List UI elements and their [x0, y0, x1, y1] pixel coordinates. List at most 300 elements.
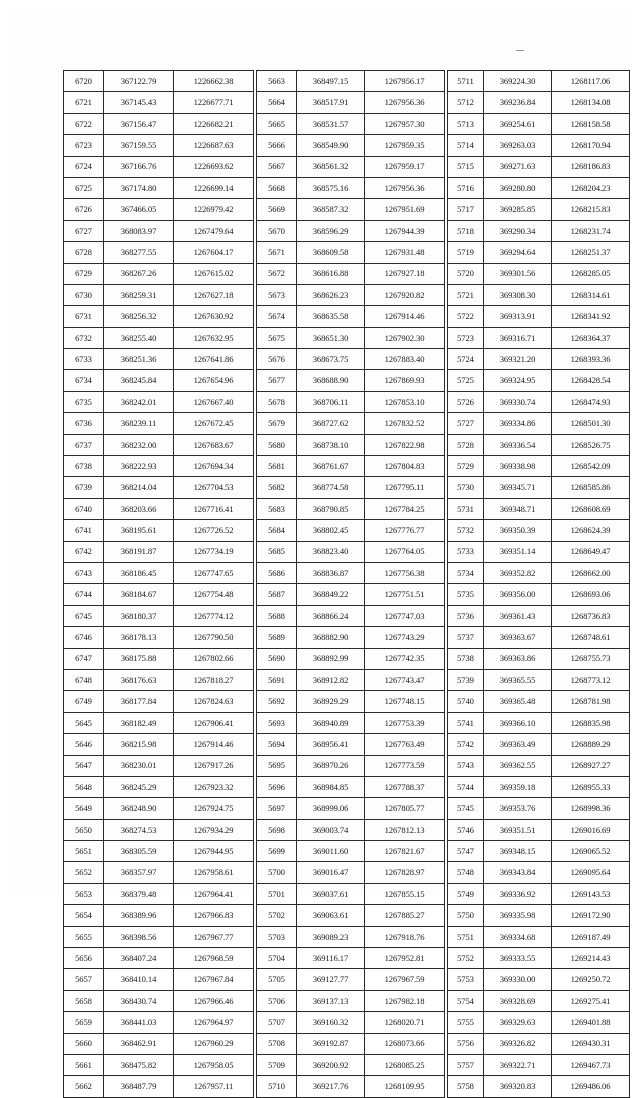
- point-id-cell: 5679: [257, 413, 297, 434]
- point-id-cell: 5652: [64, 862, 104, 883]
- x-coordinate-cell: 368940.89: [297, 712, 365, 733]
- table-row: [64, 92, 254, 113]
- y-coordinate-cell: 1226687.63: [174, 135, 254, 156]
- table-row: [448, 712, 630, 733]
- y-coordinate-cell: 1267822.98: [365, 434, 445, 455]
- table-row: [257, 1033, 445, 1054]
- x-coordinate-cell: 368186.45: [104, 562, 174, 583]
- point-id-cell: 5736: [448, 605, 484, 626]
- table-row: [448, 627, 630, 648]
- table-row: [64, 177, 254, 198]
- y-coordinate-cell: 1268285.05: [552, 263, 630, 284]
- x-coordinate-cell: 368277.55: [104, 242, 174, 263]
- y-coordinate-cell: 1268773.12: [552, 669, 630, 690]
- point-id-cell: 5656: [64, 948, 104, 969]
- point-id-cell: 5676: [257, 349, 297, 370]
- table-row: [448, 498, 630, 519]
- point-id-cell: 5655: [64, 926, 104, 947]
- point-id-cell: 5730: [448, 477, 484, 498]
- point-id-cell: 5755: [448, 1012, 484, 1033]
- x-coordinate-cell: 368410.14: [104, 969, 174, 990]
- x-coordinate-cell: 369200.92: [297, 1054, 365, 1075]
- y-coordinate-cell: 1268608.69: [552, 498, 630, 519]
- point-id-cell: 5669: [257, 199, 297, 220]
- x-coordinate-cell: 368727.62: [297, 413, 365, 434]
- y-coordinate-cell: 1267869.93: [365, 370, 445, 391]
- x-coordinate-cell: 369324.95: [484, 370, 552, 391]
- x-coordinate-cell: 369280.80: [484, 177, 552, 198]
- x-coordinate-cell: 368203.66: [104, 498, 174, 519]
- y-coordinate-cell: 1269250.72: [552, 969, 630, 990]
- x-coordinate-cell: 368175.88: [104, 648, 174, 669]
- x-coordinate-cell: 369089.23: [297, 926, 365, 947]
- x-coordinate-cell: 368441.03: [104, 1012, 174, 1033]
- table-row: [64, 883, 254, 904]
- y-coordinate-cell: 1269430.31: [552, 1033, 630, 1054]
- y-coordinate-cell: 1268526.75: [552, 434, 630, 455]
- table-row: [448, 92, 630, 113]
- point-id-cell: 6729: [64, 263, 104, 284]
- table-row: [64, 926, 254, 947]
- x-coordinate-cell: 369336.54: [484, 434, 552, 455]
- table-row: [448, 306, 630, 327]
- y-coordinate-cell: 1268649.47: [552, 541, 630, 562]
- table-row: [448, 1012, 630, 1033]
- x-coordinate-cell: 368616.88: [297, 263, 365, 284]
- point-id-cell: 5648: [64, 776, 104, 797]
- x-coordinate-cell: 369348.15: [484, 841, 552, 862]
- table-row: [448, 327, 630, 348]
- x-coordinate-cell: 368688.90: [297, 370, 365, 391]
- y-coordinate-cell: 1267818.27: [174, 669, 254, 690]
- y-coordinate-cell: 1267855.15: [365, 883, 445, 904]
- table-row: [64, 905, 254, 926]
- point-id-cell: 5651: [64, 841, 104, 862]
- x-coordinate-cell: 369338.98: [484, 456, 552, 477]
- y-coordinate-cell: 1268158.58: [552, 113, 630, 134]
- y-coordinate-cell: 1267804.83: [365, 456, 445, 477]
- table-row: [64, 113, 254, 134]
- x-coordinate-cell: 368651.30: [297, 327, 365, 348]
- y-coordinate-cell: 1267632.95: [174, 327, 254, 348]
- table-row: [448, 883, 630, 904]
- table-row: [257, 177, 445, 198]
- point-id-cell: 5701: [257, 883, 297, 904]
- y-coordinate-cell: 1267604.17: [174, 242, 254, 263]
- y-coordinate-cell: 1267967.84: [174, 969, 254, 990]
- x-coordinate-cell: 368248.90: [104, 798, 174, 819]
- point-id-cell: 5718: [448, 220, 484, 241]
- point-id-cell: 5684: [257, 520, 297, 541]
- y-coordinate-cell: 1267883.40: [365, 349, 445, 370]
- x-coordinate-cell: 369330.74: [484, 391, 552, 412]
- x-coordinate-cell: 369334.86: [484, 413, 552, 434]
- x-coordinate-cell: 368912.82: [297, 669, 365, 690]
- point-id-cell: 5678: [257, 391, 297, 412]
- x-coordinate-cell: 368882.90: [297, 627, 365, 648]
- x-coordinate-cell: 368195.61: [104, 520, 174, 541]
- x-coordinate-cell: 369016.47: [297, 862, 365, 883]
- y-coordinate-cell: 1267982.18: [365, 990, 445, 1011]
- point-id-cell: 5700: [257, 862, 297, 883]
- x-coordinate-cell: 368575.16: [297, 177, 365, 198]
- x-coordinate-cell: 369351.14: [484, 541, 552, 562]
- y-coordinate-cell: 1267960.29: [174, 1033, 254, 1054]
- point-id-cell: 5744: [448, 776, 484, 797]
- table-row: [448, 990, 630, 1011]
- point-id-cell: 6722: [64, 113, 104, 134]
- point-id-cell: 5687: [257, 584, 297, 605]
- y-coordinate-cell: 1268624.39: [552, 520, 630, 541]
- point-id-cell: 5660: [64, 1033, 104, 1054]
- y-coordinate-cell: 1226699.14: [174, 177, 254, 198]
- x-coordinate-cell: 368222.93: [104, 456, 174, 477]
- point-id-cell: 5738: [448, 648, 484, 669]
- table-row: [64, 306, 254, 327]
- x-coordinate-cell: 369127.77: [297, 969, 365, 990]
- point-id-cell: 5731: [448, 498, 484, 519]
- y-coordinate-cell: 1267790.50: [174, 627, 254, 648]
- x-coordinate-cell: 368245.29: [104, 776, 174, 797]
- table-row: [64, 156, 254, 177]
- table-row: [64, 391, 254, 412]
- point-id-cell: 5688: [257, 605, 297, 626]
- x-coordinate-cell: 367156.47: [104, 113, 174, 134]
- y-coordinate-cell: 1267734.19: [174, 541, 254, 562]
- table-row: [64, 71, 254, 92]
- point-id-cell: 6736: [64, 413, 104, 434]
- table-row: [257, 755, 445, 776]
- x-coordinate-cell: 368549.90: [297, 135, 365, 156]
- point-id-cell: 6741: [64, 520, 104, 541]
- table-row: [64, 349, 254, 370]
- y-coordinate-cell: 1267924.75: [174, 798, 254, 819]
- point-id-cell: 5746: [448, 819, 484, 840]
- point-id-cell: 5649: [64, 798, 104, 819]
- table-row: [257, 135, 445, 156]
- x-coordinate-cell: 367174.80: [104, 177, 174, 198]
- x-coordinate-cell: 369236.84: [484, 92, 552, 113]
- x-coordinate-cell: 369329.63: [484, 1012, 552, 1033]
- table-row: [257, 819, 445, 840]
- point-id-cell: 5740: [448, 691, 484, 712]
- y-coordinate-cell: 1267914.46: [174, 734, 254, 755]
- table-row: [64, 135, 254, 156]
- point-id-cell: 5699: [257, 841, 297, 862]
- y-coordinate-cell: 1268927.27: [552, 755, 630, 776]
- point-id-cell: 5714: [448, 135, 484, 156]
- point-id-cell: 6746: [64, 627, 104, 648]
- table-row: [257, 648, 445, 669]
- table-row: [64, 199, 254, 220]
- x-coordinate-cell: 368256.32: [104, 306, 174, 327]
- y-coordinate-cell: 1267906.41: [174, 712, 254, 733]
- x-coordinate-cell: 369333.55: [484, 948, 552, 969]
- x-coordinate-cell: 368635.58: [297, 306, 365, 327]
- table-row: [257, 990, 445, 1011]
- y-coordinate-cell: 1267672.45: [174, 413, 254, 434]
- table-row: [64, 691, 254, 712]
- table-row: [257, 883, 445, 904]
- x-coordinate-cell: 369350.39: [484, 520, 552, 541]
- table-row: [448, 584, 630, 605]
- y-coordinate-cell: 1267885.27: [365, 905, 445, 926]
- point-id-cell: 6732: [64, 327, 104, 348]
- point-id-cell: 5702: [257, 905, 297, 926]
- x-coordinate-cell: 368587.32: [297, 199, 365, 220]
- y-coordinate-cell: 1268231.74: [552, 220, 630, 241]
- point-id-cell: 5683: [257, 498, 297, 519]
- table-row: [448, 263, 630, 284]
- x-coordinate-cell: 368245.84: [104, 370, 174, 391]
- y-coordinate-cell: 1268542.09: [552, 456, 630, 477]
- x-coordinate-cell: 369348.71: [484, 498, 552, 519]
- x-coordinate-cell: 368609.58: [297, 242, 365, 263]
- point-id-cell: 6735: [64, 391, 104, 412]
- table-row: [64, 242, 254, 263]
- x-coordinate-cell: 368774.58: [297, 477, 365, 498]
- table-row: [64, 969, 254, 990]
- x-coordinate-cell: 368357.97: [104, 862, 174, 883]
- point-id-cell: 6733: [64, 349, 104, 370]
- x-coordinate-cell: 368274.53: [104, 819, 174, 840]
- y-coordinate-cell: 1267952.81: [365, 948, 445, 969]
- x-coordinate-cell: 368242.01: [104, 391, 174, 412]
- y-coordinate-cell: 1268955.33: [552, 776, 630, 797]
- point-id-cell: 5733: [448, 541, 484, 562]
- y-coordinate-cell: 1268693.06: [552, 584, 630, 605]
- point-id-cell: 6724: [64, 156, 104, 177]
- table-row: [64, 498, 254, 519]
- x-coordinate-cell: 369363.67: [484, 627, 552, 648]
- table-row: [257, 242, 445, 263]
- x-coordinate-cell: 369352.82: [484, 562, 552, 583]
- x-coordinate-cell: 369217.76: [297, 1076, 365, 1097]
- table-row: [257, 92, 445, 113]
- point-id-cell: 5666: [257, 135, 297, 156]
- x-coordinate-cell: 369160.32: [297, 1012, 365, 1033]
- point-id-cell: 5750: [448, 905, 484, 926]
- point-id-cell: 5757: [448, 1054, 484, 1075]
- table-row: [448, 926, 630, 947]
- table-row: [448, 541, 630, 562]
- y-coordinate-cell: 1267479.64: [174, 220, 254, 241]
- table-row: [64, 669, 254, 690]
- point-id-cell: 6720: [64, 71, 104, 92]
- point-id-cell: 5739: [448, 669, 484, 690]
- table-row: [64, 477, 254, 498]
- y-coordinate-cell: 1267967.59: [365, 969, 445, 990]
- point-id-cell: 6744: [64, 584, 104, 605]
- point-id-cell: 5745: [448, 798, 484, 819]
- y-coordinate-cell: 1268736.83: [552, 605, 630, 626]
- table-row: [448, 520, 630, 541]
- x-coordinate-cell: 369361.43: [484, 605, 552, 626]
- point-id-cell: 5658: [64, 990, 104, 1011]
- y-coordinate-cell: 1269172.90: [552, 905, 630, 926]
- y-coordinate-cell: 1267958.61: [174, 862, 254, 883]
- y-coordinate-cell: 1267958.05: [174, 1054, 254, 1075]
- table-row: [257, 498, 445, 519]
- y-coordinate-cell: 1267957.30: [365, 113, 445, 134]
- point-id-cell: 5725: [448, 370, 484, 391]
- x-coordinate-cell: 368398.56: [104, 926, 174, 947]
- x-coordinate-cell: 369335.98: [484, 905, 552, 926]
- point-id-cell: 5710: [257, 1076, 297, 1097]
- x-coordinate-cell: 368083.97: [104, 220, 174, 241]
- table-row: [448, 391, 630, 412]
- table-row: [257, 862, 445, 883]
- y-coordinate-cell: 1267944.39: [365, 220, 445, 241]
- point-id-cell: 5668: [257, 177, 297, 198]
- point-id-cell: 5734: [448, 562, 484, 583]
- x-coordinate-cell: 369336.92: [484, 883, 552, 904]
- y-coordinate-cell: 1267726.52: [174, 520, 254, 541]
- table-row: [257, 734, 445, 755]
- table-row: [64, 734, 254, 755]
- x-coordinate-cell: 367159.55: [104, 135, 174, 156]
- table-row: [64, 434, 254, 455]
- point-id-cell: 5742: [448, 734, 484, 755]
- table-row: [257, 199, 445, 220]
- x-coordinate-cell: 368215.98: [104, 734, 174, 755]
- table-row: [64, 1076, 254, 1097]
- y-coordinate-cell: 1267694.34: [174, 456, 254, 477]
- y-coordinate-cell: 1268889.29: [552, 734, 630, 755]
- point-id-cell: 6734: [64, 370, 104, 391]
- x-coordinate-cell: 369321.20: [484, 349, 552, 370]
- x-coordinate-cell: 369320.83: [484, 1076, 552, 1097]
- point-id-cell: 5715: [448, 156, 484, 177]
- table-row: [448, 755, 630, 776]
- table-row: [448, 434, 630, 455]
- y-coordinate-cell: 1269486.06: [552, 1076, 630, 1097]
- point-id-cell: 5690: [257, 648, 297, 669]
- y-coordinate-cell: 1267742.35: [365, 648, 445, 669]
- point-id-cell: 5663: [257, 71, 297, 92]
- table-row: [64, 327, 254, 348]
- point-id-cell: 5673: [257, 284, 297, 305]
- y-coordinate-cell: 1267853.10: [365, 391, 445, 412]
- table-row: [257, 584, 445, 605]
- x-coordinate-cell: 368177.84: [104, 691, 174, 712]
- y-coordinate-cell: 1267956.36: [365, 177, 445, 198]
- point-id-cell: 5756: [448, 1033, 484, 1054]
- x-coordinate-cell: 369366.10: [484, 712, 552, 733]
- y-coordinate-cell: 1268364.37: [552, 327, 630, 348]
- x-coordinate-cell: 369137.13: [297, 990, 365, 1011]
- x-coordinate-cell: 368790.85: [297, 498, 365, 519]
- point-id-cell: 5685: [257, 541, 297, 562]
- point-id-cell: 5664: [257, 92, 297, 113]
- x-coordinate-cell: 369003.74: [297, 819, 365, 840]
- table-row: [448, 776, 630, 797]
- x-coordinate-cell: 368956.41: [297, 734, 365, 755]
- point-id-cell: 5681: [257, 456, 297, 477]
- table-row: [257, 926, 445, 947]
- table-row: [257, 434, 445, 455]
- y-coordinate-cell: 1267704.53: [174, 477, 254, 498]
- y-coordinate-cell: 1226677.71: [174, 92, 254, 113]
- point-id-cell: 5712: [448, 92, 484, 113]
- table-row: [448, 798, 630, 819]
- y-coordinate-cell: 1267821.67: [365, 841, 445, 862]
- point-id-cell: 5713: [448, 113, 484, 134]
- table-row: [448, 734, 630, 755]
- y-coordinate-cell: 1268020.71: [365, 1012, 445, 1033]
- x-coordinate-cell: 368389.96: [104, 905, 174, 926]
- point-id-cell: 5698: [257, 819, 297, 840]
- point-id-cell: 5719: [448, 242, 484, 263]
- x-coordinate-cell: 368738.10: [297, 434, 365, 455]
- x-coordinate-cell: 369254.61: [484, 113, 552, 134]
- y-coordinate-cell: 1268835.98: [552, 712, 630, 733]
- point-id-cell: 5662: [64, 1076, 104, 1097]
- x-coordinate-cell: 368184.67: [104, 584, 174, 605]
- x-coordinate-cell: 369356.00: [484, 584, 552, 605]
- y-coordinate-cell: 1269275.41: [552, 990, 630, 1011]
- x-coordinate-cell: 369116.17: [297, 948, 365, 969]
- point-id-cell: 5657: [64, 969, 104, 990]
- y-coordinate-cell: 1267748.15: [365, 691, 445, 712]
- y-coordinate-cell: 1268501.30: [552, 413, 630, 434]
- y-coordinate-cell: 1267751.51: [365, 584, 445, 605]
- y-coordinate-cell: 1267828.97: [365, 862, 445, 883]
- x-coordinate-cell: 368761.67: [297, 456, 365, 477]
- y-coordinate-cell: 1267763.49: [365, 734, 445, 755]
- x-coordinate-cell: 369301.56: [484, 263, 552, 284]
- y-coordinate-cell: 1268117.06: [552, 71, 630, 92]
- y-coordinate-cell: 1268215.83: [552, 199, 630, 220]
- x-coordinate-cell: 369290.34: [484, 220, 552, 241]
- y-coordinate-cell: 1269214.43: [552, 948, 630, 969]
- x-coordinate-cell: 369192.87: [297, 1033, 365, 1054]
- point-id-cell: 6723: [64, 135, 104, 156]
- point-id-cell: 5706: [257, 990, 297, 1011]
- table-row: [64, 755, 254, 776]
- y-coordinate-cell: 1268393.36: [552, 349, 630, 370]
- y-coordinate-cell: 1267920.82: [365, 284, 445, 305]
- point-id-cell: 5686: [257, 562, 297, 583]
- table-row: [257, 627, 445, 648]
- table-row: [64, 263, 254, 284]
- y-coordinate-cell: 1269467.73: [552, 1054, 630, 1075]
- y-coordinate-cell: 1267966.83: [174, 905, 254, 926]
- table-row: [64, 605, 254, 626]
- y-coordinate-cell: 1267743.29: [365, 627, 445, 648]
- x-coordinate-cell: 368251.36: [104, 349, 174, 370]
- table-row: [448, 220, 630, 241]
- point-id-cell: 5754: [448, 990, 484, 1011]
- y-coordinate-cell: 1267627.18: [174, 284, 254, 305]
- point-id-cell: 5689: [257, 627, 297, 648]
- point-id-cell: 5682: [257, 477, 297, 498]
- point-id-cell: 6726: [64, 199, 104, 220]
- y-coordinate-cell: 1267931.48: [365, 242, 445, 263]
- point-id-cell: 5692: [257, 691, 297, 712]
- table-row: [257, 841, 445, 862]
- y-coordinate-cell: 1268998.36: [552, 798, 630, 819]
- x-coordinate-cell: 368970.26: [297, 755, 365, 776]
- table-row: [257, 798, 445, 819]
- y-coordinate-cell: 1268474.93: [552, 391, 630, 412]
- x-coordinate-cell: 368180.37: [104, 605, 174, 626]
- point-id-cell: 5751: [448, 926, 484, 947]
- table-row: [257, 541, 445, 562]
- x-coordinate-cell: 368379.48: [104, 883, 174, 904]
- table-row: [257, 669, 445, 690]
- x-coordinate-cell: 368191.87: [104, 541, 174, 562]
